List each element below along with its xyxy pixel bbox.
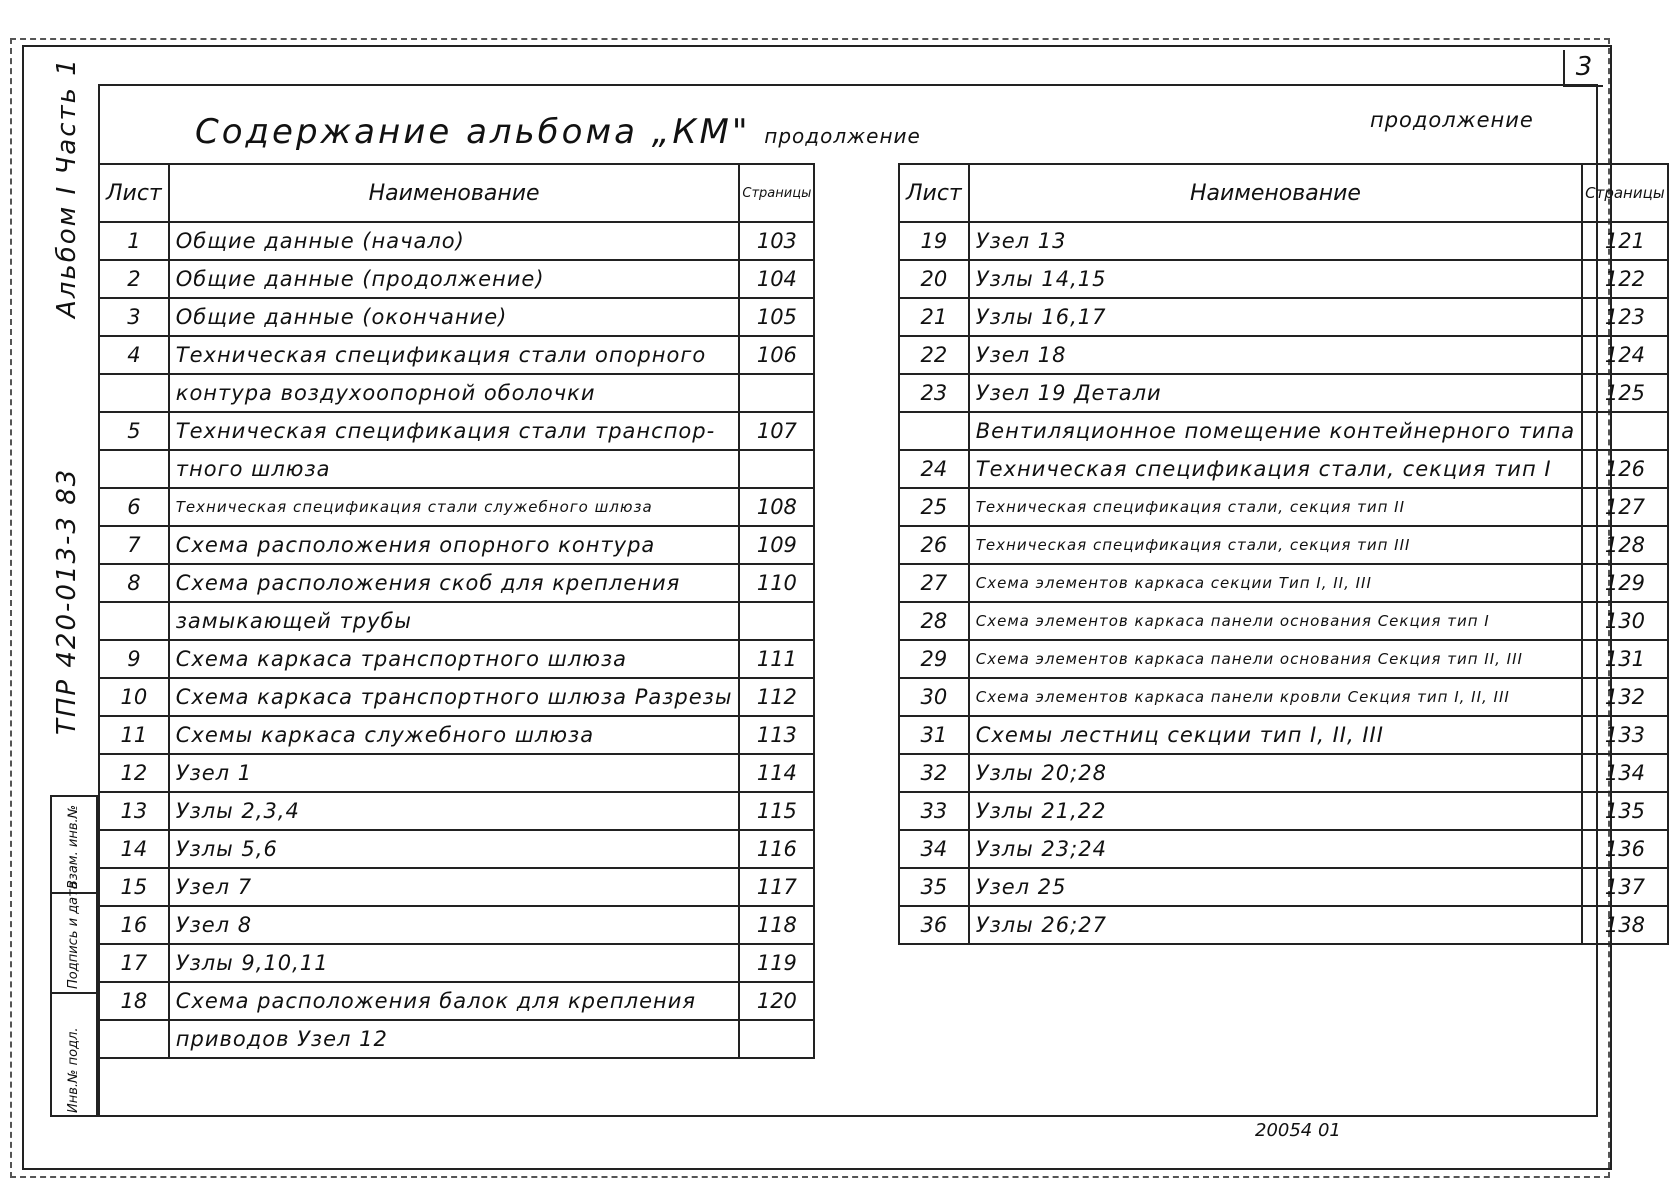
table-row <box>99 374 814 412</box>
page-cell: 134 <box>1582 754 1668 792</box>
name-cell: Техническая спецификация стали, секция тип II <box>969 488 1582 526</box>
continuation-label: продолжение <box>1370 108 1534 132</box>
page-cell: 107 <box>739 412 814 450</box>
page-cell: 122 <box>1582 260 1668 298</box>
sheet-cell: 12 <box>99 754 169 792</box>
name-cell: Техническая спецификация стали опорного <box>169 336 740 374</box>
table-row <box>899 906 1668 944</box>
table-row <box>99 830 814 868</box>
stamp-label-inv: Инв.№ подл. <box>66 1027 81 1113</box>
table-row <box>899 374 1668 412</box>
sheet-cell: 9 <box>99 640 169 678</box>
header-pages: Страницы <box>739 164 814 222</box>
page-cell: 138 <box>1582 906 1668 944</box>
table-row <box>99 488 814 526</box>
name-cell: Узлы 26;27 <box>969 906 1582 944</box>
name-cell: Узел 18 <box>969 336 1582 374</box>
name-cell: Схема каркаса транспортного шлюза Разрезы <box>169 678 740 716</box>
page-cell: 105 <box>739 298 814 336</box>
table-row <box>99 1020 814 1058</box>
page-cell: 113 <box>739 716 814 754</box>
sheet-cell: 35 <box>899 868 969 906</box>
sheet-cell <box>99 602 169 640</box>
name-cell: Схема элементов каркаса панели основания Секция тип II, III <box>969 640 1582 678</box>
page-cell: 108 <box>739 488 814 526</box>
name-cell: Техническая спецификация стали, секция тип III <box>969 526 1582 564</box>
page-cell: 118 <box>739 906 814 944</box>
page-cell <box>739 1020 814 1058</box>
name-cell: приводов Узел 12 <box>169 1020 740 1058</box>
name-cell: Узлы 21,22 <box>969 792 1582 830</box>
sheet-cell: 11 <box>99 716 169 754</box>
table-header-row <box>99 164 814 222</box>
table-row <box>99 792 814 830</box>
name-cell: Узлы 23;24 <box>969 830 1582 868</box>
sheet-cell: 1 <box>99 222 169 260</box>
sheet-cell: 18 <box>99 982 169 1020</box>
sheet-cell: 33 <box>899 792 969 830</box>
table-row <box>899 450 1668 488</box>
name-cell: Техническая спецификация стали служебного шлюза <box>169 488 740 526</box>
page-cell <box>739 602 814 640</box>
name-cell: Общие данные (начало) <box>169 222 740 260</box>
table-row <box>99 602 814 640</box>
page-cell: 126 <box>1582 450 1668 488</box>
toc-table-right <box>898 163 1669 945</box>
page-cell: 137 <box>1582 868 1668 906</box>
name-cell: Схема расположения балок для крепления <box>169 982 740 1020</box>
page-cell: 131 <box>1582 640 1668 678</box>
table-row <box>99 336 814 374</box>
header-sheet: Лист <box>99 164 169 222</box>
table-row <box>99 868 814 906</box>
sheet-cell: 23 <box>899 374 969 412</box>
page-cell: 123 <box>1582 298 1668 336</box>
page-cell: 106 <box>739 336 814 374</box>
sheet-cell: 25 <box>899 488 969 526</box>
toc-body-left <box>99 222 814 1058</box>
page-cell <box>739 450 814 488</box>
table-row <box>899 298 1668 336</box>
name-cell: Узел 25 <box>969 868 1582 906</box>
name-cell: Вентиляционное помещение контейнерного типа <box>969 412 1582 450</box>
page-cell: 114 <box>739 754 814 792</box>
table-row <box>899 222 1668 260</box>
name-cell: Узлы 16,17 <box>969 298 1582 336</box>
page-cell: 130 <box>1582 602 1668 640</box>
sheet-cell: 30 <box>899 678 969 716</box>
name-cell: Узлы 9,10,11 <box>169 944 740 982</box>
sheet-cell: 14 <box>99 830 169 868</box>
sheet-cell: 32 <box>899 754 969 792</box>
page-cell: 128 <box>1582 526 1668 564</box>
table-row <box>899 640 1668 678</box>
table-row <box>99 678 814 716</box>
name-cell: Схема расположения скоб для крепления <box>169 564 740 602</box>
table-row <box>99 222 814 260</box>
page-number: 3 <box>1563 50 1603 87</box>
table-row <box>99 716 814 754</box>
name-cell: тного шлюза <box>169 450 740 488</box>
page-title <box>195 112 921 152</box>
table-row <box>99 754 814 792</box>
stamp-label-sign: Подпись и дата <box>66 881 81 989</box>
sheet-cell: 6 <box>99 488 169 526</box>
header-name: Наименование <box>969 164 1582 222</box>
toc-table-left <box>98 163 815 1059</box>
sheet-cell: 36 <box>899 906 969 944</box>
table-row <box>99 260 814 298</box>
page-cell: 120 <box>739 982 814 1020</box>
sheet-cell: 4 <box>99 336 169 374</box>
sheet-cell: 31 <box>899 716 969 754</box>
sheet-cell: 22 <box>899 336 969 374</box>
side-stamp <box>50 795 98 1117</box>
name-cell: Узел 8 <box>169 906 740 944</box>
table-row <box>899 564 1668 602</box>
name-cell: Общие данные (продолжение) <box>169 260 740 298</box>
table-row <box>899 792 1668 830</box>
name-cell: Схема элементов каркаса секции Тип I, II, III <box>969 564 1582 602</box>
name-cell: контура воздухоопорной оболочки <box>169 374 740 412</box>
table-row <box>99 906 814 944</box>
page-cell: 132 <box>1582 678 1668 716</box>
page-cell: 127 <box>1582 488 1668 526</box>
page-cell: 129 <box>1582 564 1668 602</box>
sheet-cell <box>899 412 969 450</box>
name-cell: Узел 1 <box>169 754 740 792</box>
table-row <box>99 526 814 564</box>
page-cell: 110 <box>739 564 814 602</box>
name-cell: Узел 19 Детали <box>969 374 1582 412</box>
sheet-cell: 7 <box>99 526 169 564</box>
page-cell: 119 <box>739 944 814 982</box>
sheet-cell <box>99 374 169 412</box>
page-cell: 135 <box>1582 792 1668 830</box>
sheet-cell: 34 <box>899 830 969 868</box>
sheet-cell: 20 <box>899 260 969 298</box>
sheet-cell: 16 <box>99 906 169 944</box>
page-cell: 109 <box>739 526 814 564</box>
page-cell: 121 <box>1582 222 1668 260</box>
sheet-cell <box>99 1020 169 1058</box>
page-cell <box>1582 412 1668 450</box>
name-cell: Техническая спецификация стали транспор- <box>169 412 740 450</box>
stamp-divider <box>52 992 96 994</box>
table-row <box>899 260 1668 298</box>
name-cell: Схемы каркаса служебного шлюза <box>169 716 740 754</box>
page-cell: 133 <box>1582 716 1668 754</box>
name-cell: Техническая спецификация стали, секция тип I <box>969 450 1582 488</box>
table-row <box>899 412 1668 450</box>
table-row <box>899 716 1668 754</box>
table-row <box>99 982 814 1020</box>
table-row <box>99 450 814 488</box>
sheet-cell: 26 <box>899 526 969 564</box>
name-cell: Схемы лестниц секции тип I, II, III <box>969 716 1582 754</box>
header-name: Наименование <box>169 164 740 222</box>
table-row <box>99 564 814 602</box>
sheet-cell: 2 <box>99 260 169 298</box>
sheet-cell: 13 <box>99 792 169 830</box>
page-cell: 111 <box>739 640 814 678</box>
table-row <box>99 298 814 336</box>
sheet-cell: 15 <box>99 868 169 906</box>
table-header-row <box>899 164 1668 222</box>
sheet-cell: 10 <box>99 678 169 716</box>
title-sub: продолжение <box>764 124 921 148</box>
name-cell: Схема элементов каркаса панели основания Секция тип I <box>969 602 1582 640</box>
sheet-cell: 27 <box>899 564 969 602</box>
page-cell: 124 <box>1582 336 1668 374</box>
sheet-cell: 3 <box>99 298 169 336</box>
name-cell: Общие данные (окончание) <box>169 298 740 336</box>
page-cell: 116 <box>739 830 814 868</box>
page-cell: 112 <box>739 678 814 716</box>
page-cell <box>739 374 814 412</box>
page-cell: 115 <box>739 792 814 830</box>
sheet-cell: 21 <box>899 298 969 336</box>
sheet-cell: 5 <box>99 412 169 450</box>
table-row <box>99 412 814 450</box>
table-row <box>99 944 814 982</box>
document-number: 20054 01 <box>1255 1120 1341 1141</box>
table-row <box>899 830 1668 868</box>
page-cell: 103 <box>739 222 814 260</box>
header-sheet: Лист <box>899 164 969 222</box>
table-row <box>899 678 1668 716</box>
name-cell: Узлы 5,6 <box>169 830 740 868</box>
name-cell: Схема каркаса транспортного шлюза <box>169 640 740 678</box>
table-row <box>899 488 1668 526</box>
name-cell: Узлы 20;28 <box>969 754 1582 792</box>
sheet-cell: 8 <box>99 564 169 602</box>
stamp-label-replace: Взам. инв.№ <box>66 804 81 889</box>
document-code: ТПР 420-013-3 83 <box>52 467 82 735</box>
title-main: Содержание альбома „КМ" <box>195 112 751 152</box>
table-row <box>899 868 1668 906</box>
page-cell: 104 <box>739 260 814 298</box>
name-cell: Узлы 2,3,4 <box>169 792 740 830</box>
table-row <box>899 602 1668 640</box>
page-cell: 136 <box>1582 830 1668 868</box>
toc-body-right <box>899 222 1668 944</box>
name-cell: Узлы 14,15 <box>969 260 1582 298</box>
name-cell: замыкающей трубы <box>169 602 740 640</box>
sheet-cell: 24 <box>899 450 969 488</box>
page-cell: 117 <box>739 868 814 906</box>
page-cell: 125 <box>1582 374 1668 412</box>
sheet-cell: 17 <box>99 944 169 982</box>
header-pages: Страницы <box>1582 164 1668 222</box>
name-cell: Узел 13 <box>969 222 1582 260</box>
table-row <box>99 640 814 678</box>
table-row <box>899 336 1668 374</box>
table-row <box>899 526 1668 564</box>
sheet-cell: 28 <box>899 602 969 640</box>
sheet-cell: 29 <box>899 640 969 678</box>
sheet-cell <box>99 450 169 488</box>
name-cell: Схема элементов каркаса панели кровли Секция тип I, II, III <box>969 678 1582 716</box>
name-cell: Узел 7 <box>169 868 740 906</box>
sheet-cell: 19 <box>899 222 969 260</box>
album-label: Альбом I Часть 1 <box>52 57 82 318</box>
table-row <box>899 754 1668 792</box>
name-cell: Схема расположения опорного контура <box>169 526 740 564</box>
